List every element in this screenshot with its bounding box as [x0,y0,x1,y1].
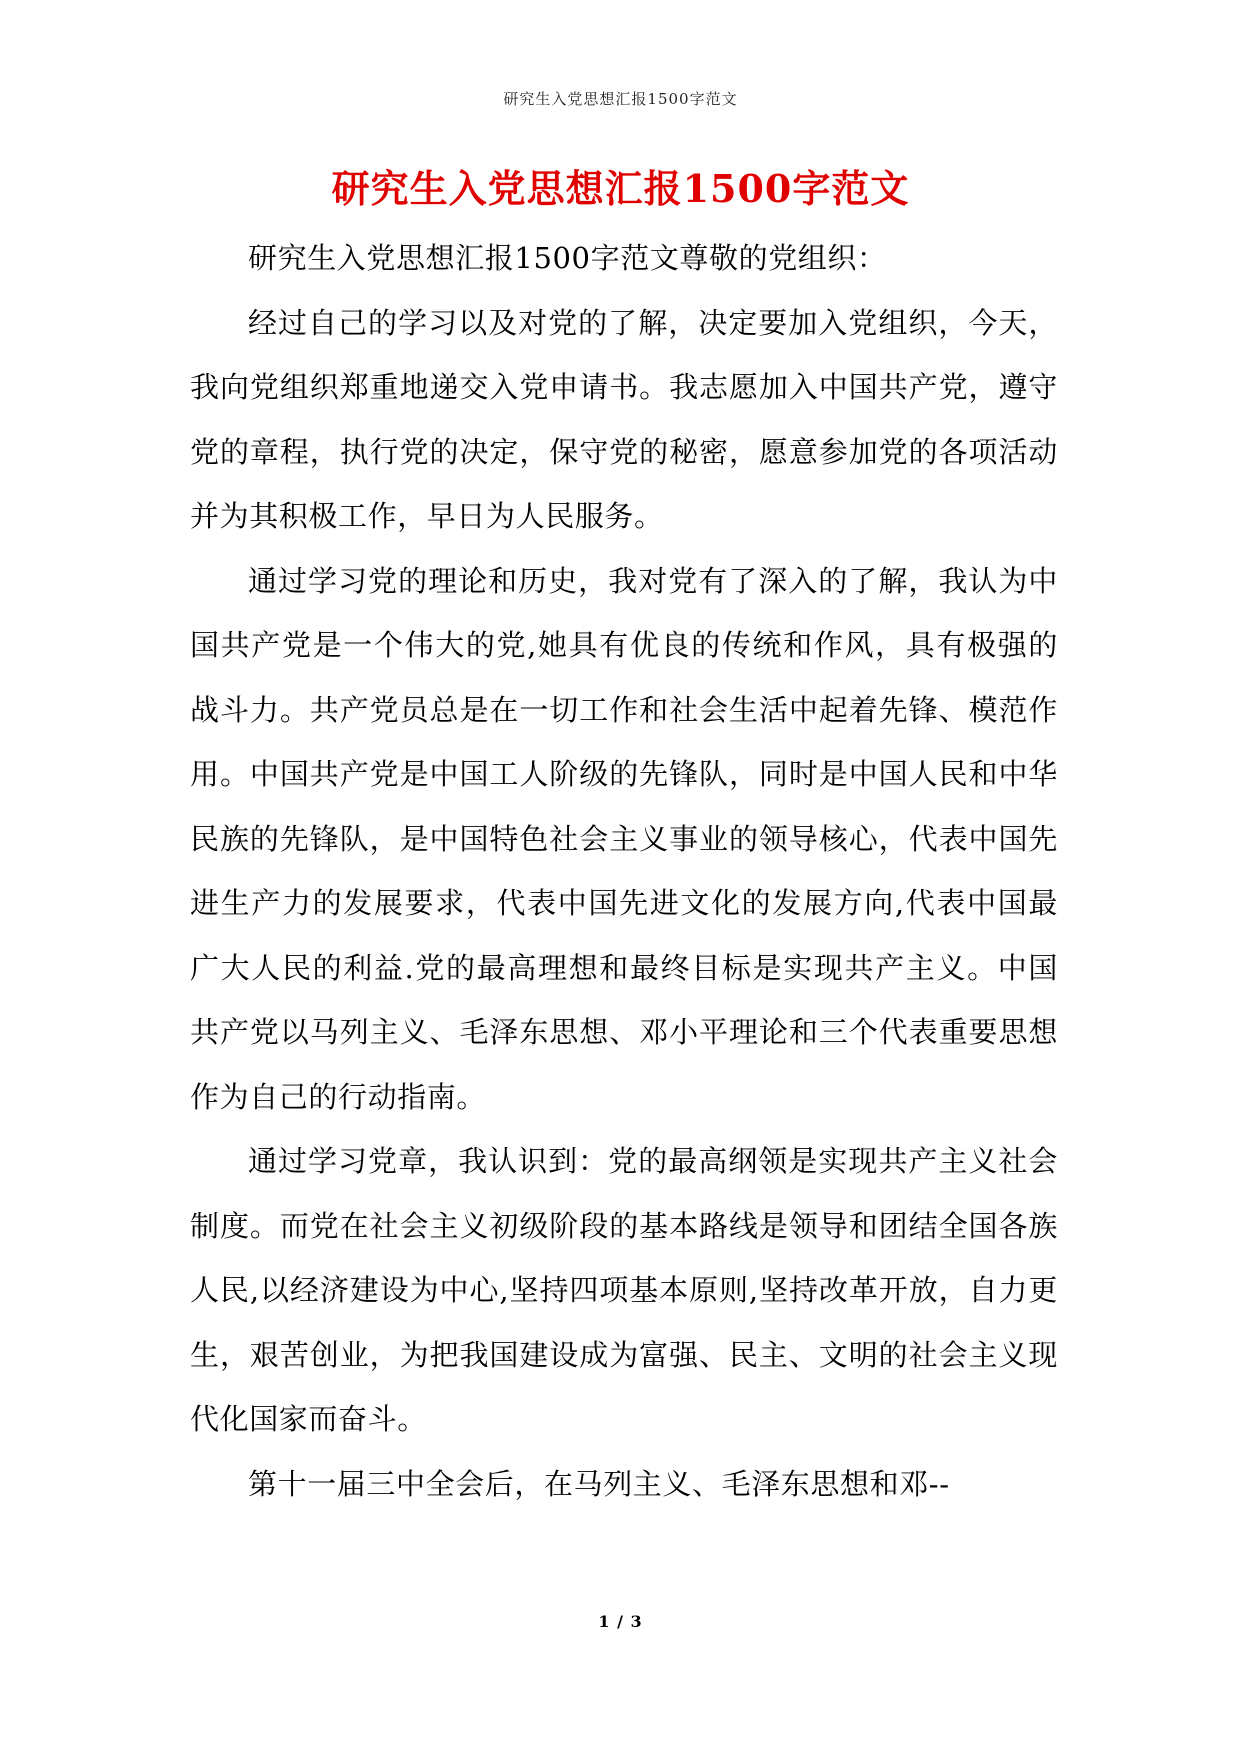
salutation-paragraph: 研究生入党思想汇报1500字范文尊敬的党组织： [248,241,887,275]
body-paragraph-party-constitution: 通过学习党章，我认识到：党的最高纲领是实现共产主义社会制度。而党在社会主义初级阶段的基本路线是领导和团结全国各族人民,以经济建设为中心,坚持四项基本原则,坚持改革开放，自力更生，艰苦创业，为把我国建设成为富强、民主、文明的社会主义现代化国家而奋斗。 [190,1144,1058,1436]
body-paragraph-party-history: 通过学习党的理论和历史，我对党有了深入的了解，我认为中国共产党是一个伟大的党,她具有优良的传统和作风，具有极强的战斗力。共产党员总是在一切工作和社会生活中起着先锋、模范作用。中国共产党是中国工人阶级的先锋队，同时是中国人民和中华民族的先锋队，是中国特色社会主义事业的领导核心，代表中国先进生产力的发展要求，代表中国先进文化的发展方向,代表中国最广大人民的利益.党的最高理想和最终目标是实现共产主义。中国共产党以马列主义、毛泽东思想、邓小平理论和三个代表重要思想作为自己的行动指南。 [190,563,1058,1114]
document-body [190,226,1058,1516]
document-title: 研究生入党思想汇报1500字范文 [331,166,910,211]
page-number: 1 / 3 [598,1612,643,1631]
body-paragraph-application: 经过自己的学习以及对党的了解，决定要加入党组织，今天，我向党组织郑重地递交入党申请书。我志愿加入中国共产党，遵守党的章程，执行党的决定，保守党的秘密，愿意参加党的各项活动并为其积极工作，早日为人民服务。 [190,305,1058,533]
running-header: 研究生入党思想汇报1500字范文 [503,90,738,108]
body-paragraph-continued: 第十一届三中全会后，在马列主义、毛泽东思想和邓-- [248,1466,950,1501]
